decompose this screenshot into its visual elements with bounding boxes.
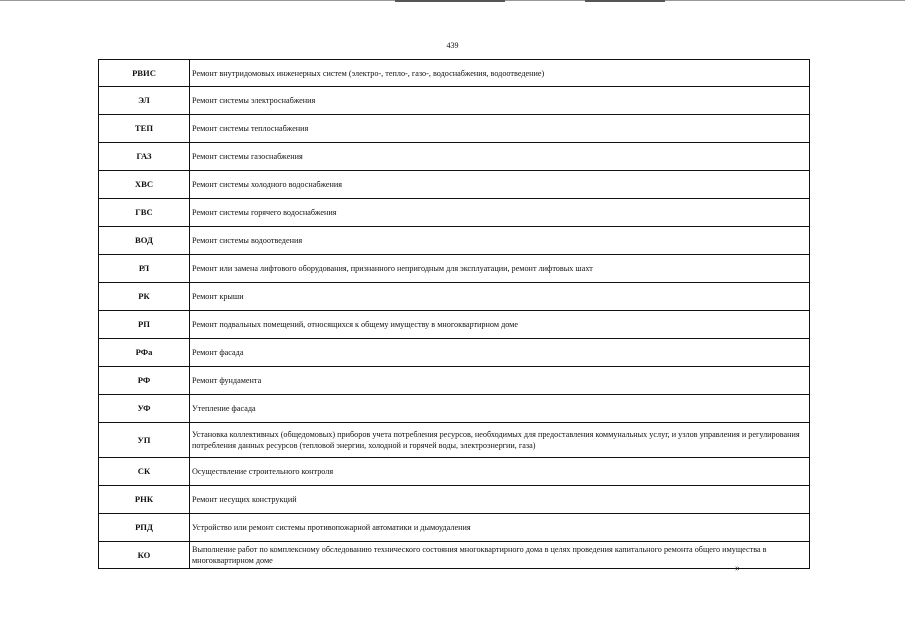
table-row: [99, 542, 810, 569]
row-code: РНК: [99, 486, 190, 514]
table-row: [99, 423, 810, 458]
table-row: [99, 339, 810, 367]
row-code: РВИС: [99, 60, 190, 87]
row-description: Установка коллективных (общедомовых) приборов учета потребления ресурсов, необходимых для предоставления коммунальных услуг, и узлов управления и регулирования потребления данных ресурсов (тепловой энергии, холодной и горячей воды, электроэнергии, газа): [190, 423, 810, 458]
row-description: Ремонт несущих конструкций: [190, 486, 810, 514]
row-code: РФ: [99, 367, 190, 395]
row-description: Ремонт фундамента: [190, 367, 810, 395]
table-row: [99, 255, 810, 283]
row-description: Ремонт или замена лифтового оборудования, признанного непригодным для эксплуатации, ремонт лифтовых шахт: [190, 255, 810, 283]
row-description: Ремонт фасада: [190, 339, 810, 367]
row-code: ВОД: [99, 227, 190, 255]
table-row: [99, 143, 810, 171]
table-row: [99, 458, 810, 486]
row-code: УП: [99, 423, 190, 458]
table-row: [99, 395, 810, 423]
closing-quote-mark: »: [735, 563, 740, 574]
row-description: Осуществление строительного контроля: [190, 458, 810, 486]
row-code: ГВС: [99, 199, 190, 227]
row-code: СК: [99, 458, 190, 486]
scan-edge-mark: [585, 0, 665, 2]
row-description: Устройство или ремонт системы противопожарной автоматики и дымоудаления: [190, 514, 810, 542]
row-description: Выполнение работ по комплексному обследованию технического состояния многоквартирного дома в целях проведения капитального ремонта общего имущества в многоквартирном доме: [190, 542, 810, 569]
row-description: Ремонт крыши: [190, 283, 810, 311]
table-row: [99, 311, 810, 339]
row-description: Ремонт системы электроснабжения: [190, 87, 810, 115]
row-code: ХВС: [99, 171, 190, 199]
row-description: Утепление фасада: [190, 395, 810, 423]
row-description: Ремонт подвальных помещений, относящихся к общему имуществу в многоквартирном доме: [190, 311, 810, 339]
row-code: РП: [99, 311, 190, 339]
row-code: ЭЛ: [99, 87, 190, 115]
repair-codes-table: [98, 59, 810, 569]
row-description: Ремонт системы водоотведения: [190, 227, 810, 255]
row-code: РПД: [99, 514, 190, 542]
table-row: [99, 367, 810, 395]
row-code: РК: [99, 283, 190, 311]
page-number: 439: [446, 41, 459, 50]
row-description: Ремонт системы холодного водоснабжения: [190, 171, 810, 199]
table-row: [99, 115, 810, 143]
table-row: [99, 60, 810, 87]
table-row: [99, 486, 810, 514]
scan-edge-mark: [395, 0, 505, 2]
row-code: УФ: [99, 395, 190, 423]
table-row: [99, 171, 810, 199]
row-description: Ремонт внутридомовых инженерных систем (электро-, тепло-, газо-, водоснабжения, водоотведение): [190, 60, 810, 87]
table-row: [99, 199, 810, 227]
table-row: [99, 283, 810, 311]
row-code: ТЕП: [99, 115, 190, 143]
row-description: Ремонт системы горячего водоснабжения: [190, 199, 810, 227]
row-code: КО: [99, 542, 190, 569]
row-code: РЛ: [99, 255, 190, 283]
row-description: Ремонт системы газоснабжения: [190, 143, 810, 171]
row-code: РФа: [99, 339, 190, 367]
table-row: [99, 87, 810, 115]
row-description: Ремонт системы теплоснабжения: [190, 115, 810, 143]
table-row: [99, 514, 810, 542]
row-code: ГАЗ: [99, 143, 190, 171]
table-row: [99, 227, 810, 255]
